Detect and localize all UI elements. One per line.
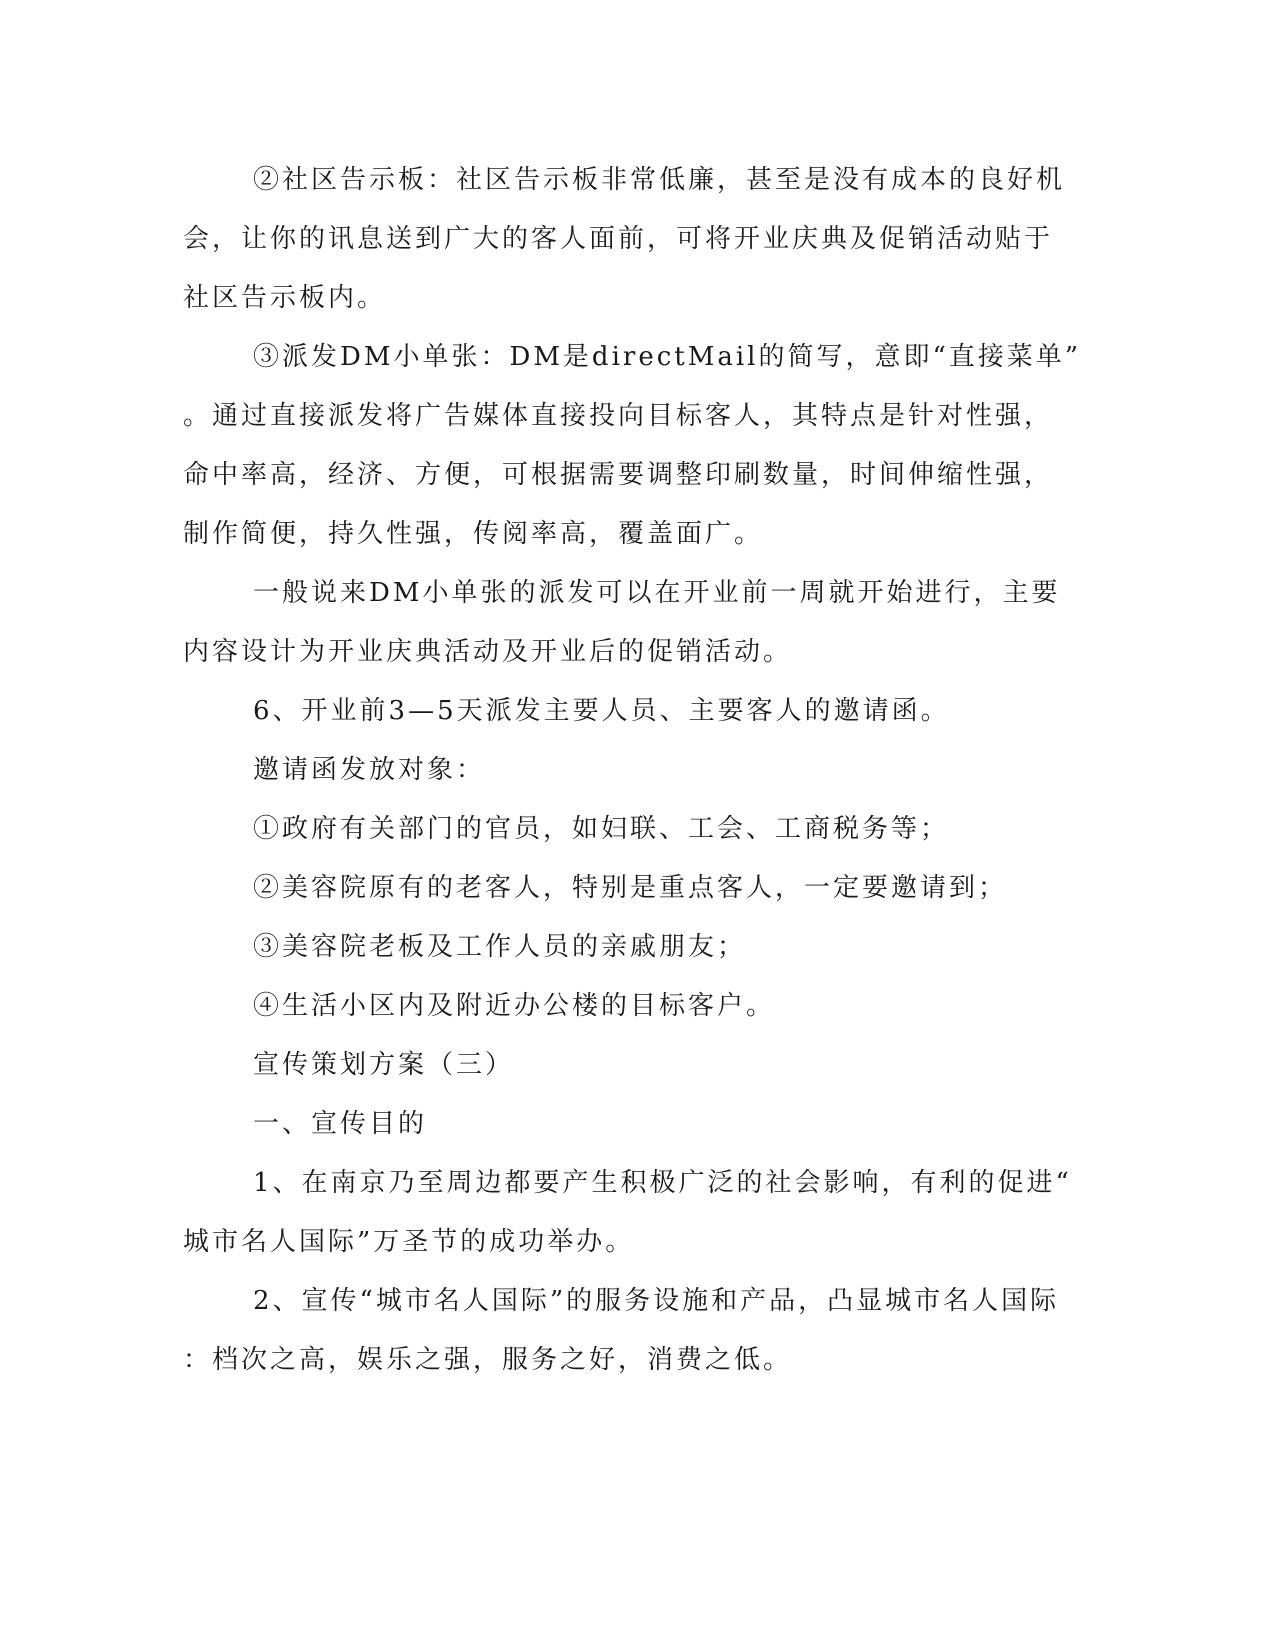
paragraph-line: 社区告示板内。 [183, 283, 387, 313]
document-body [183, 151, 1082, 1390]
paragraph-line: 6、开业前3—5天派发主要人员、主要客人的邀请函。 [253, 696, 950, 726]
paragraph-line: ：档次之高，娱乐之强，服务之好，消费之低。 [183, 1345, 793, 1375]
paragraph-line: 一般说来DM小单张的派发可以在开业前一周就开始进行，主要 [253, 578, 1061, 608]
list-item: ②美容院原有的老客人，特别是重点客人，一定要邀请到； [253, 873, 1008, 903]
subsection-heading: 一、宣传目的 [253, 1109, 428, 1139]
paragraph-line: 1、在南京乃至周边都要产生积极广泛的社会影响，有利的促进“ [253, 1168, 1072, 1198]
paragraph-line: 命中率高，经济、方便，可根据需要调整印刷数量，时间伸缩性强， [183, 460, 1054, 490]
list-item: ③美容院老板及工作人员的亲戚朋友； [253, 932, 747, 962]
paragraph-line: 2、宣传“城市名人国际”的服务设施和产品，凸显城市名人国际 [253, 1286, 1060, 1316]
paragraph-line: 。通过直接派发将广告媒体直接投向目标客人，其特点是针对性强， [183, 401, 1054, 431]
paragraph-line: ③派发DM小单张：DM是directMail的简写，意即“直接菜单” [253, 342, 1082, 372]
section-heading: 宣传策划方案（三） [253, 1050, 515, 1080]
paragraph-line: ②社区告示板：社区告示板非常低廉，甚至是没有成本的良好机 [253, 165, 1066, 195]
paragraph-line: 邀请函发放对象： [253, 755, 486, 785]
paragraph-line: 会，让你的讯息送到广大的客人面前，可将开业庆典及促销活动贴于 [183, 224, 1054, 254]
paragraph-line: 内容设计为开业庆典活动及开业后的促销活动。 [183, 637, 793, 667]
list-item: ①政府有关部门的官员，如妇联、工会、工商税务等； [253, 814, 950, 844]
paragraph-line: 城市名人国际”万圣节的成功举办。 [183, 1227, 635, 1257]
list-item: ④生活小区内及附近办公楼的目标客户。 [253, 991, 776, 1021]
paragraph-line: 制作简便，持久性强，传阅率高，覆盖面广。 [183, 519, 764, 549]
